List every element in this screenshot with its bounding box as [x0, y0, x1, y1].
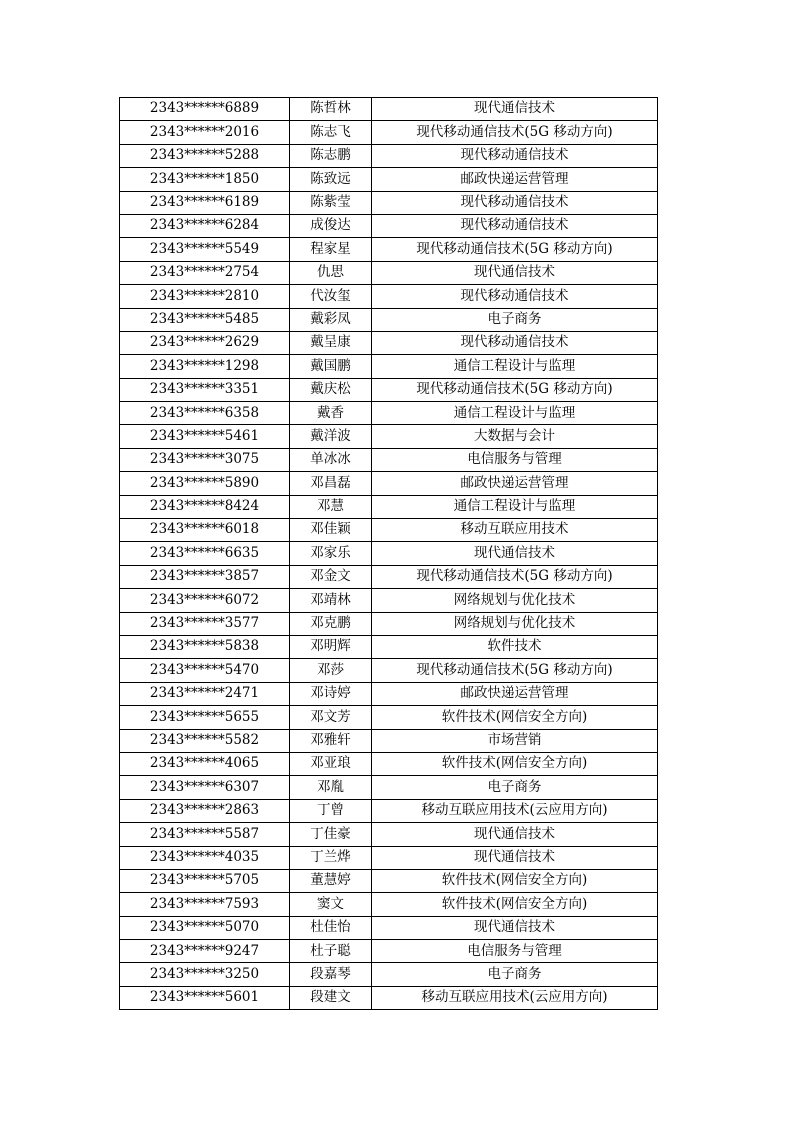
student-name-cell: 陈志鹏 [290, 144, 372, 167]
student-name-cell: 邓胤 [290, 776, 372, 799]
student-id-cell: 2343******3075 [120, 448, 290, 471]
major-cell: 邮政快递运营管理 [372, 472, 658, 495]
student-id-cell: 2343******5485 [120, 308, 290, 331]
student-name-cell: 邓明辉 [290, 635, 372, 658]
student-id-cell: 2343******8424 [120, 495, 290, 518]
student-id-cell: 2343******5470 [120, 659, 290, 682]
student-id-cell: 2343******5601 [120, 986, 290, 1009]
student-id-cell: 2343******2863 [120, 799, 290, 822]
major-cell: 电子商务 [372, 308, 658, 331]
table-row [120, 916, 658, 939]
major-cell: 软件技术(网信安全方向) [372, 706, 658, 729]
student-name-cell: 戴国鹏 [290, 355, 372, 378]
major-cell: 现代移动通信技术 [372, 285, 658, 308]
student-name-cell: 仇思 [290, 261, 372, 284]
table-row [120, 729, 658, 752]
major-cell: 通信工程设计与监理 [372, 355, 658, 378]
student-name-cell: 邓昌磊 [290, 472, 372, 495]
table-row [120, 893, 658, 916]
student-name-cell: 邓家乐 [290, 542, 372, 565]
student-name-cell: 杜佳怡 [290, 916, 372, 939]
student-name-cell: 单冰冰 [290, 448, 372, 471]
table-row [120, 846, 658, 869]
student-id-cell: 2343******6189 [120, 191, 290, 214]
student-name-cell: 程家星 [290, 238, 372, 261]
student-id-cell: 2343******3577 [120, 612, 290, 635]
student-name-cell: 邓诗婷 [290, 682, 372, 705]
major-cell: 现代移动通信技术 [372, 191, 658, 214]
major-cell: 网络规划与优化技术 [372, 612, 658, 635]
student-id-cell: 2343******6889 [120, 98, 290, 121]
table-row [120, 823, 658, 846]
student-id-cell: 2343******5705 [120, 869, 290, 892]
major-cell: 电子商务 [372, 963, 658, 986]
table-row [120, 191, 658, 214]
student-name-cell: 邓雅轩 [290, 729, 372, 752]
student-name-cell: 杜子聪 [290, 940, 372, 963]
student-id-cell: 2343******2810 [120, 285, 290, 308]
table-row [120, 542, 658, 565]
major-cell: 电信服务与管理 [372, 940, 658, 963]
table-row [120, 776, 658, 799]
student-id-cell: 2343******6358 [120, 402, 290, 425]
student-roster-table [119, 97, 658, 1010]
table-row [120, 285, 658, 308]
table-row [120, 308, 658, 331]
table-row [120, 472, 658, 495]
table-row [120, 565, 658, 588]
student-name-cell: 陈志飞 [290, 121, 372, 144]
major-cell: 市场营销 [372, 729, 658, 752]
table-row [120, 121, 658, 144]
student-id-cell: 2343******5838 [120, 635, 290, 658]
major-cell: 电信服务与管理 [372, 448, 658, 471]
major-cell: 现代移动通信技术(5G 移动方向) [372, 121, 658, 144]
student-id-cell: 2343******7593 [120, 893, 290, 916]
table-row [120, 168, 658, 191]
table-row [120, 402, 658, 425]
table-row [120, 706, 658, 729]
table-row [120, 940, 658, 963]
major-cell: 电子商务 [372, 776, 658, 799]
major-cell: 软件技术 [372, 635, 658, 658]
student-name-cell: 陈致远 [290, 168, 372, 191]
table-row [120, 238, 658, 261]
student-name-cell: 丁兰烨 [290, 846, 372, 869]
student-name-cell: 成俊达 [290, 214, 372, 237]
table-row [120, 869, 658, 892]
roster-body [120, 98, 658, 1010]
student-id-cell: 2343******6635 [120, 542, 290, 565]
student-name-cell: 戴香 [290, 402, 372, 425]
major-cell: 现代移动通信技术(5G 移动方向) [372, 565, 658, 588]
student-id-cell: 2343******2754 [120, 261, 290, 284]
student-id-cell: 2343******6018 [120, 519, 290, 542]
student-id-cell: 2343******3351 [120, 378, 290, 401]
student-name-cell: 丁曾 [290, 799, 372, 822]
student-id-cell: 2343******5587 [120, 823, 290, 846]
table-row [120, 659, 658, 682]
table-row [120, 214, 658, 237]
table-row [120, 448, 658, 471]
table-row [120, 144, 658, 167]
student-id-cell: 2343******3250 [120, 963, 290, 986]
major-cell: 邮政快递运营管理 [372, 682, 658, 705]
student-name-cell: 段嘉琴 [290, 963, 372, 986]
student-name-cell: 邓慧 [290, 495, 372, 518]
student-id-cell: 2343******2016 [120, 121, 290, 144]
student-id-cell: 2343******5461 [120, 425, 290, 448]
student-name-cell: 邓亚琅 [290, 752, 372, 775]
student-name-cell: 邓莎 [290, 659, 372, 682]
student-name-cell: 邓靖林 [290, 589, 372, 612]
student-name-cell: 窦文 [290, 893, 372, 916]
student-id-cell: 2343******5070 [120, 916, 290, 939]
student-name-cell: 戴庆松 [290, 378, 372, 401]
student-id-cell: 2343******5288 [120, 144, 290, 167]
major-cell: 现代移动通信技术(5G 移动方向) [372, 659, 658, 682]
student-name-cell: 陈紫莹 [290, 191, 372, 214]
student-name-cell: 丁佳豪 [290, 823, 372, 846]
major-cell: 网络规划与优化技术 [372, 589, 658, 612]
student-id-cell: 2343******5890 [120, 472, 290, 495]
major-cell: 通信工程设计与监理 [372, 495, 658, 518]
table-row [120, 261, 658, 284]
table-row [120, 331, 658, 354]
student-id-cell: 2343******2629 [120, 331, 290, 354]
table-row [120, 799, 658, 822]
major-cell: 现代移动通信技术(5G 移动方向) [372, 378, 658, 401]
student-id-cell: 2343******3857 [120, 565, 290, 588]
major-cell: 软件技术(网信安全方向) [372, 752, 658, 775]
student-name-cell: 段建文 [290, 986, 372, 1009]
student-id-cell: 2343******2471 [120, 682, 290, 705]
table-row [120, 355, 658, 378]
student-name-cell: 代汝玺 [290, 285, 372, 308]
student-id-cell: 2343******6072 [120, 589, 290, 612]
student-id-cell: 2343******9247 [120, 940, 290, 963]
major-cell: 现代通信技术 [372, 916, 658, 939]
student-id-cell: 2343******1298 [120, 355, 290, 378]
student-name-cell: 戴彩凤 [290, 308, 372, 331]
major-cell: 大数据与会计 [372, 425, 658, 448]
major-cell: 移动互联应用技术(云应用方向) [372, 986, 658, 1009]
table-row [120, 752, 658, 775]
student-name-cell: 邓金文 [290, 565, 372, 588]
table-row [120, 612, 658, 635]
student-name-cell: 邓克鹏 [290, 612, 372, 635]
table-row [120, 963, 658, 986]
major-cell: 软件技术(网信安全方向) [372, 869, 658, 892]
major-cell: 移动互联应用技术(云应用方向) [372, 799, 658, 822]
student-name-cell: 邓文芳 [290, 706, 372, 729]
student-id-cell: 2343******1850 [120, 168, 290, 191]
student-name-cell: 董慧婷 [290, 869, 372, 892]
major-cell: 现代移动通信技术 [372, 331, 658, 354]
student-name-cell: 邓佳颖 [290, 519, 372, 542]
student-id-cell: 2343******5582 [120, 729, 290, 752]
table-row [120, 425, 658, 448]
table-row [120, 635, 658, 658]
student-id-cell: 2343******6284 [120, 214, 290, 237]
major-cell: 通信工程设计与监理 [372, 402, 658, 425]
table-row [120, 519, 658, 542]
student-id-cell: 2343******4065 [120, 752, 290, 775]
table-row [120, 682, 658, 705]
student-id-cell: 2343******6307 [120, 776, 290, 799]
student-id-cell: 2343******5655 [120, 706, 290, 729]
major-cell: 软件技术(网信安全方向) [372, 893, 658, 916]
major-cell: 现代通信技术 [372, 823, 658, 846]
major-cell: 现代通信技术 [372, 261, 658, 284]
student-name-cell: 戴洋波 [290, 425, 372, 448]
table-row [120, 589, 658, 612]
major-cell: 现代移动通信技术 [372, 214, 658, 237]
table-row [120, 495, 658, 518]
table-row [120, 986, 658, 1009]
major-cell: 现代移动通信技术(5G 移动方向) [372, 238, 658, 261]
student-name-cell: 戴呈康 [290, 331, 372, 354]
major-cell: 现代通信技术 [372, 542, 658, 565]
major-cell: 现代通信技术 [372, 98, 658, 121]
student-name-cell: 陈哲林 [290, 98, 372, 121]
major-cell: 移动互联应用技术 [372, 519, 658, 542]
major-cell: 现代通信技术 [372, 846, 658, 869]
student-id-cell: 2343******4035 [120, 846, 290, 869]
major-cell: 现代移动通信技术 [372, 144, 658, 167]
table-row [120, 378, 658, 401]
student-id-cell: 2343******5549 [120, 238, 290, 261]
major-cell: 邮政快递运营管理 [372, 168, 658, 191]
table-row [120, 98, 658, 121]
